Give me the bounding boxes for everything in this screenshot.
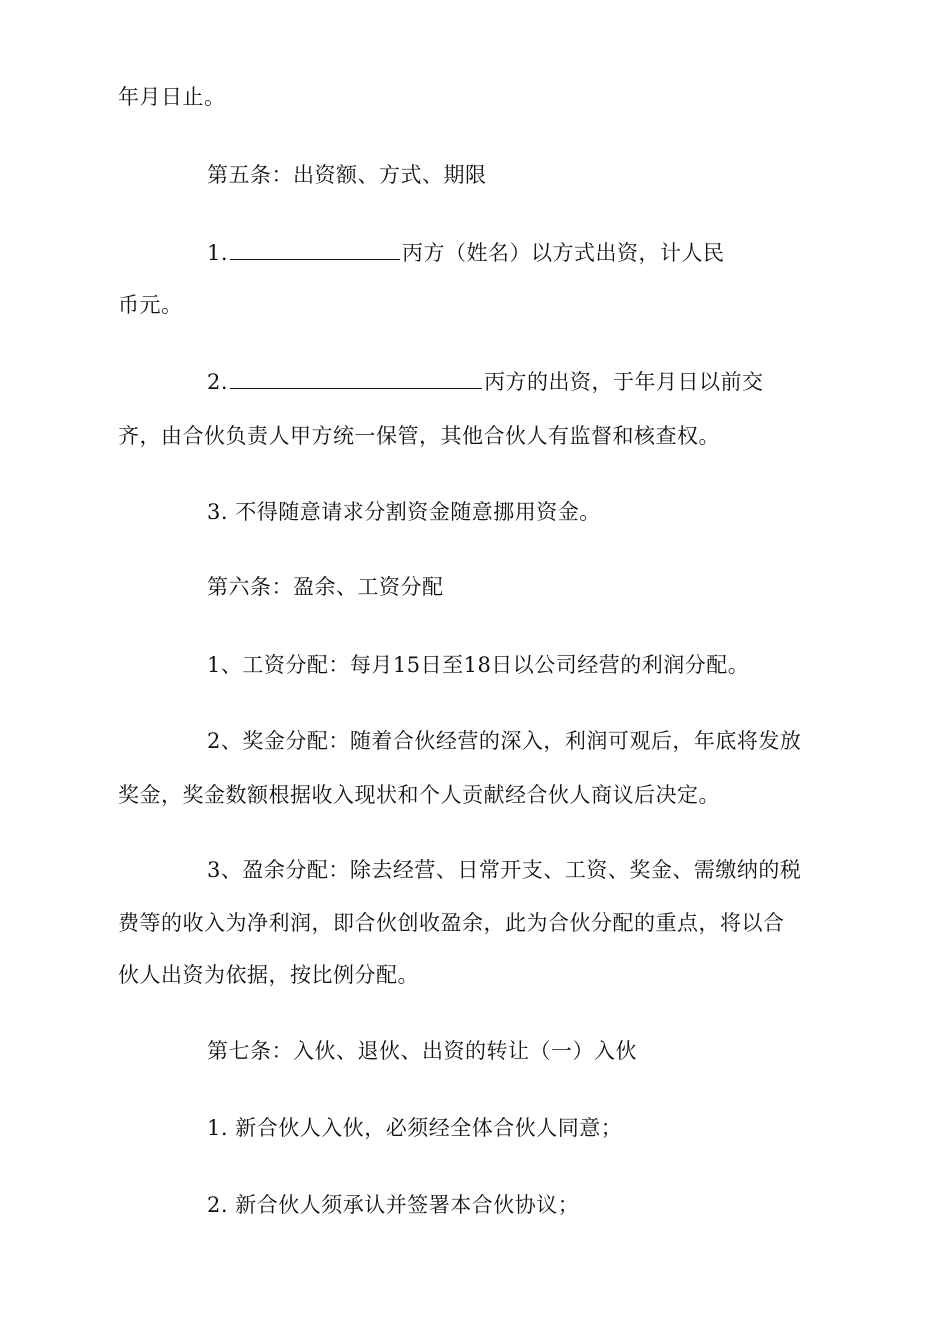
paragraph-line: 2. 新合伙人须承认并签署本合伙协议； (207, 1193, 580, 1217)
paragraph-line: 奖金，奖金数额根据收入现状和个人贡献经合伙人商议后决定。 (118, 783, 720, 807)
paragraph-line: 费等的收入为净利润，即合伙创收盈余，此为合伙分配的重点，将以合 (118, 911, 785, 935)
fill-in-blank[interactable] (230, 239, 400, 260)
item-text: 丙方（姓名）以方式出资，计人民 (402, 241, 725, 265)
paragraph-line: 3、盈余分配：除去经营、日常开支、工资、奖金、需缴纳的税 (207, 858, 802, 882)
paragraph-line (207, 238, 725, 268)
paragraph-line: 伙人出资为依据，按比例分配。 (118, 963, 419, 987)
item-number: 2. (207, 370, 229, 394)
item-text: 丙方的出资，于年月日以前交 (484, 370, 764, 394)
article-7-heading: 第七条：入伙、退伙、出资的转让（一）入伙 (207, 1039, 637, 1063)
paragraph-line: 1. 新合伙人入伙，必须经全体合伙人同意； (207, 1116, 623, 1140)
paragraph-line: 3. 不得随意请求分割资金随意挪用资金。 (207, 500, 601, 524)
article-5-heading: 第五条：出资额、方式、期限 (207, 163, 487, 187)
paragraph-line (207, 367, 764, 397)
paragraph-line: 1、工资分配：每月15日至18日以公司经营的利润分配。 (207, 653, 750, 677)
paragraph-line: 2、奖金分配：随着合伙经营的深入，利润可观后，年底将发放 (207, 729, 802, 753)
fill-in-blank[interactable] (230, 368, 482, 389)
paragraph-line: 币元。 (118, 293, 183, 317)
paragraph-line: 齐，由合伙负责人甲方统一保管，其他合伙人有监督和核查权。 (118, 424, 720, 448)
item-number: 1. (207, 241, 229, 265)
paragraph-line: 年月日止。 (118, 85, 226, 109)
article-6-heading: 第六条：盈余、工资分配 (207, 575, 444, 599)
